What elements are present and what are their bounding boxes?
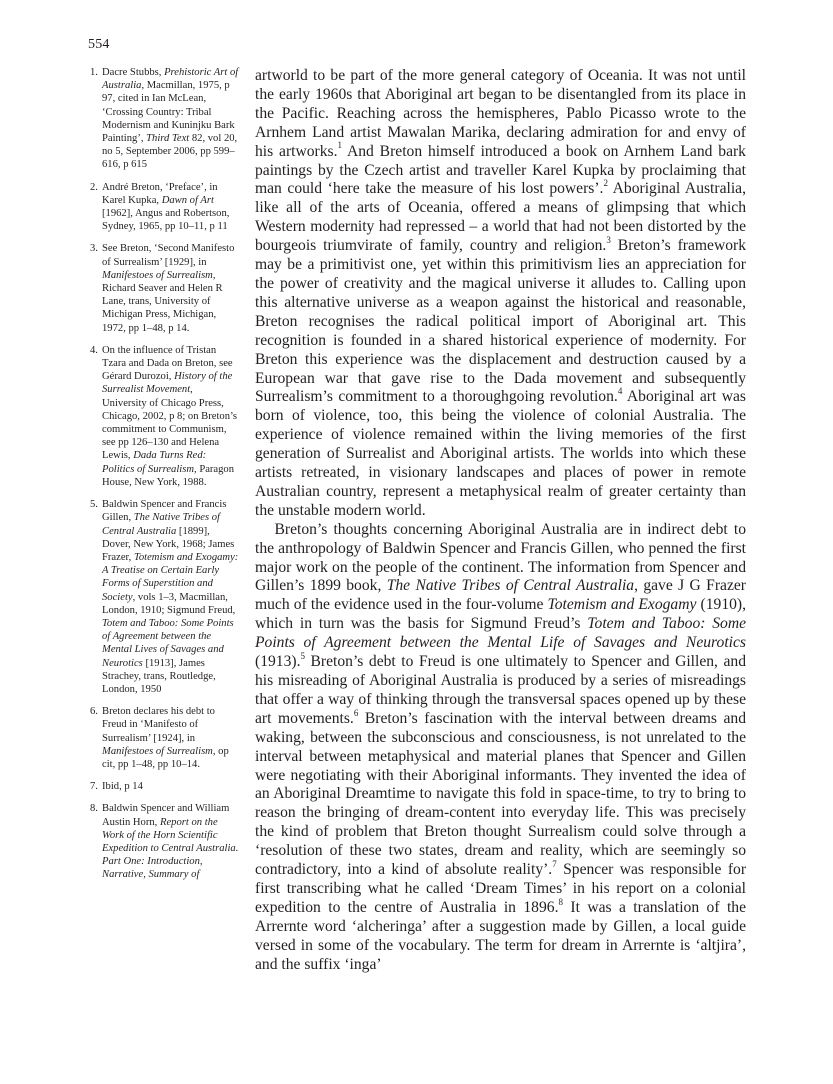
text-run: Aboriginal Australia, like all of the arts of Oceania, offered a means of glimpsing that which Western modernity had repressed – a world that had not been distorted by the bourgeois triumvirate of family, country and religion. — [255, 180, 746, 255]
footnote — [90, 498, 240, 696]
page-number: 554 — [88, 37, 110, 52]
text-run: Breton’s thoughts concerning Aboriginal Australia are in indirect debt to the anthropology of Baldwin Spencer and Francis Gillen, who penned the first major work on the people of the continent. The information from Spencer and Gillen’s 1899 book, — [255, 520, 746, 595]
italic-title: Third Text — [146, 133, 190, 145]
text-run: Baldwin Spencer and Francis Gillen, — [102, 499, 227, 524]
footnote — [90, 344, 240, 489]
text-run: Breton’s framework may be a primitivist one, yet within this primitivism lies an appreciation for the power of creativity and the magical universe it alludes to. Calling upon this alternative universe as a weapon against the historical and reasonable, Breton recognises the radical political import of Aboriginal art. This recognition is founded in a shared historical experience of modernity. For Breton this experience was the displacement and destruction caused by a European war that gave rise to the Dada movement and subsequently Surrealism’s commitment to a thoroughgoing revolution. — [255, 237, 746, 406]
footnote-number: 6. — [90, 706, 98, 718]
text-run: Aboriginal art was born of violence, too, this being the violence of colonial Australia. The experience of violence remained within the living memories of the first generation of Surrealist and Aboriginal artists. The worlds into which these artists retreated, in visionary landscapes and places of power in remote Australian country, represent a metaphysical realm of greater certainty than the unstable modern world. — [255, 388, 746, 519]
text-run: , vols 1–3, Macmillan, London, 1910; Sigmund Freud, — [102, 591, 236, 616]
text-run: Breton’s debt to Freud is one ultimately to Spencer and Gillen, and his misreading of Aboriginal Australia is produced by a series of misreadings that offer a way of thinking through the transversal spaces opened up by these art movements. — [255, 653, 746, 727]
italic-title: Totemism and Exogamy: A Treatise on Certain Early Forms of Superstition and Society — [102, 551, 239, 603]
text-run: It was a translation of the Arrernte word ‘alcheringa’ after a suggestion made by Gillen, a local guide versed in some of the vocabulary. The term for dream in Arrernte is ‘altjira’, and the suffix ‘inga’ — [255, 898, 746, 973]
text-run: Breton declares his debt to Freud in ‘Manifesto of Surrealism’ [1924], in — [102, 706, 215, 744]
italic-title: The Native Tribes of Central Australia — [386, 577, 635, 595]
footnote-text — [102, 344, 240, 489]
footnote-number: 2. — [90, 181, 98, 193]
footnote-ref[interactable]: 4 — [617, 386, 623, 397]
text-run: , Paragon House, New York, 1988. — [102, 463, 235, 488]
italic-title: Dawn of Art — [161, 194, 214, 206]
text-run: Ibid, p 14 — [102, 781, 143, 793]
footnote — [90, 780, 240, 793]
italic-title: The Native Tribes of Central Australia — [102, 512, 221, 537]
text-run: , University of Chicago Press, Chicago, 2002, p 8; on Breton’s commitment to Communism, see pp 126–130 and Helena Lewis, — [102, 384, 238, 462]
footnote-ref[interactable]: 2 — [603, 178, 608, 189]
footnote-number: 7. — [90, 781, 98, 793]
text-run: See Breton, ‘Second Manifesto of Surrealism’ [1929], in — [102, 243, 235, 268]
footnote-ref[interactable]: 8 — [558, 896, 563, 907]
text-run: 82, vol 20, no 5, September 2006, pp 599–616, p 615 — [102, 133, 238, 171]
text-run: André Breton, ‘Preface’, in Karel Kupka, — [102, 181, 218, 206]
footnote-text — [102, 780, 240, 793]
footnote-text — [102, 181, 240, 234]
footnote-number: 8. — [90, 803, 98, 815]
body-text — [255, 67, 746, 975]
footnote-ref[interactable]: 6 — [353, 707, 359, 718]
italic-title: Report on the Work of the Horn Scientific Expedition to Central Australia. Part One: Introduction, Narrative, Summary of — [102, 816, 239, 881]
italic-title: Totem and Taboo: Some Points of Agreement between the Mental Life of Savages and Neurotics — [255, 615, 747, 652]
italic-title: Manifestoes of Surrealism — [102, 745, 213, 757]
text-run: , op cit, pp 1–48, pp 10–14. — [102, 745, 229, 770]
footnote — [90, 705, 240, 771]
footnote — [90, 242, 240, 334]
footnote-ref[interactable]: 7 — [552, 858, 557, 869]
footnote-ref[interactable]: 5 — [300, 650, 305, 661]
footnote-text — [102, 498, 240, 696]
footnote-text — [102, 242, 240, 334]
paragraph — [255, 67, 746, 521]
text-run: On the influence of Tristan Tzara and Dada on Breton, see Gérard Durozoi, — [102, 344, 233, 383]
italic-title: Totem and Taboo: Some Points of Agreement between the Mental Lives of Savages and Neurotics — [102, 617, 234, 669]
footnote-text — [102, 66, 240, 172]
text-run: And Breton himself introduced a book on Arnhem Land bark paintings by the Czech artist and traveller Karel Kupka by proclaiming that man could ‘here take the measure of his lost powers’. — [255, 142, 746, 198]
footnote-ref[interactable]: 1 — [337, 140, 342, 151]
text-run: (1913). — [255, 653, 301, 671]
text-run: Breton’s fascination with the interval between dreams and waking, between the subconscious and consciousness, is not unrelated to the interval between metaphysical and material planes that Spencer and Gillen were negotiating with their Aboriginal informants. They invented the idea of an Aboriginal Dreamtime to navigate this fold in space-time, to try to bring to reason the bringing of dream-content into everyday life. This was precisely the kind of problem that Breton thought Surrealism could solve through a ‘resolution of these two states, dream and reality, which are seemingly so contradictory, into a kind of absolute reality’. — [255, 709, 746, 879]
footnote — [90, 66, 240, 172]
text-run: [1913], James Strachey, trans, Routledge, London, 1950 — [102, 657, 216, 695]
footnote-text — [102, 802, 240, 881]
footnote-number: 5. — [90, 499, 98, 511]
footnote-text — [102, 705, 240, 771]
paragraph — [255, 521, 746, 975]
text-run: Spencer was responsible for first transcribing what he called ‘Dream Times’ in his report on a colonial expedition to the centre of Australia in 1896. — [255, 861, 747, 916]
text-run: , gave J G Frazer much of the evidence used in the four-volume — [255, 577, 746, 614]
footnote-number: 3. — [90, 243, 98, 255]
footnote-number: 4. — [90, 344, 98, 356]
text-run: , Macmillan, 1975, p 97, cited in Ian McLean, ‘Crossing Country: Tribal Modernism and Kuninjku Bark Painting’, — [102, 80, 235, 145]
text-run: artworld to be part of the more general category of Oceania. It was not until the early 1960s that Aboriginal art began to be disentangled from its place in the Pacific. Reaching across the hemispheres, Pablo Picasso wrote to the Arnhem Land artist Mawalan Marika, declaring admiration for and envy of his artworks. — [255, 67, 746, 160]
italic-title: Manifestoes of Surrealism — [102, 269, 213, 281]
text-run: [1899], Dover, New York, 1968; James Frazer, — [102, 525, 235, 563]
text-run: (1910), which in turn was the basis for Sigmund Freud’s — [255, 596, 747, 633]
text-run: Baldwin Spencer and William Austin Horn, — [102, 803, 230, 828]
italic-title: History of the Surrealist Movement — [102, 371, 233, 396]
footnote — [90, 802, 240, 881]
text-run: Dacre Stubbs, — [102, 67, 165, 78]
text-run: , Richard Seaver and Helen R Lane, trans, University of Michigan Press, Michigan, 1972, pp 1–48, p 14. — [102, 269, 223, 334]
italic-title: Dada Turns Red: Politics of Surrealism — [102, 450, 207, 475]
footnote — [90, 181, 240, 234]
italic-title: Totemism and Exogamy — [547, 596, 697, 614]
footnote-ref[interactable]: 3 — [606, 234, 611, 245]
footnotes-column — [90, 66, 240, 891]
italic-title: Prehistoric Art of Australia — [102, 67, 239, 92]
footnote-number: 1. — [90, 67, 98, 78]
text-run: [1962], Angus and Robertson, Sydney, 1965, pp 10–11, p 11 — [102, 208, 230, 233]
